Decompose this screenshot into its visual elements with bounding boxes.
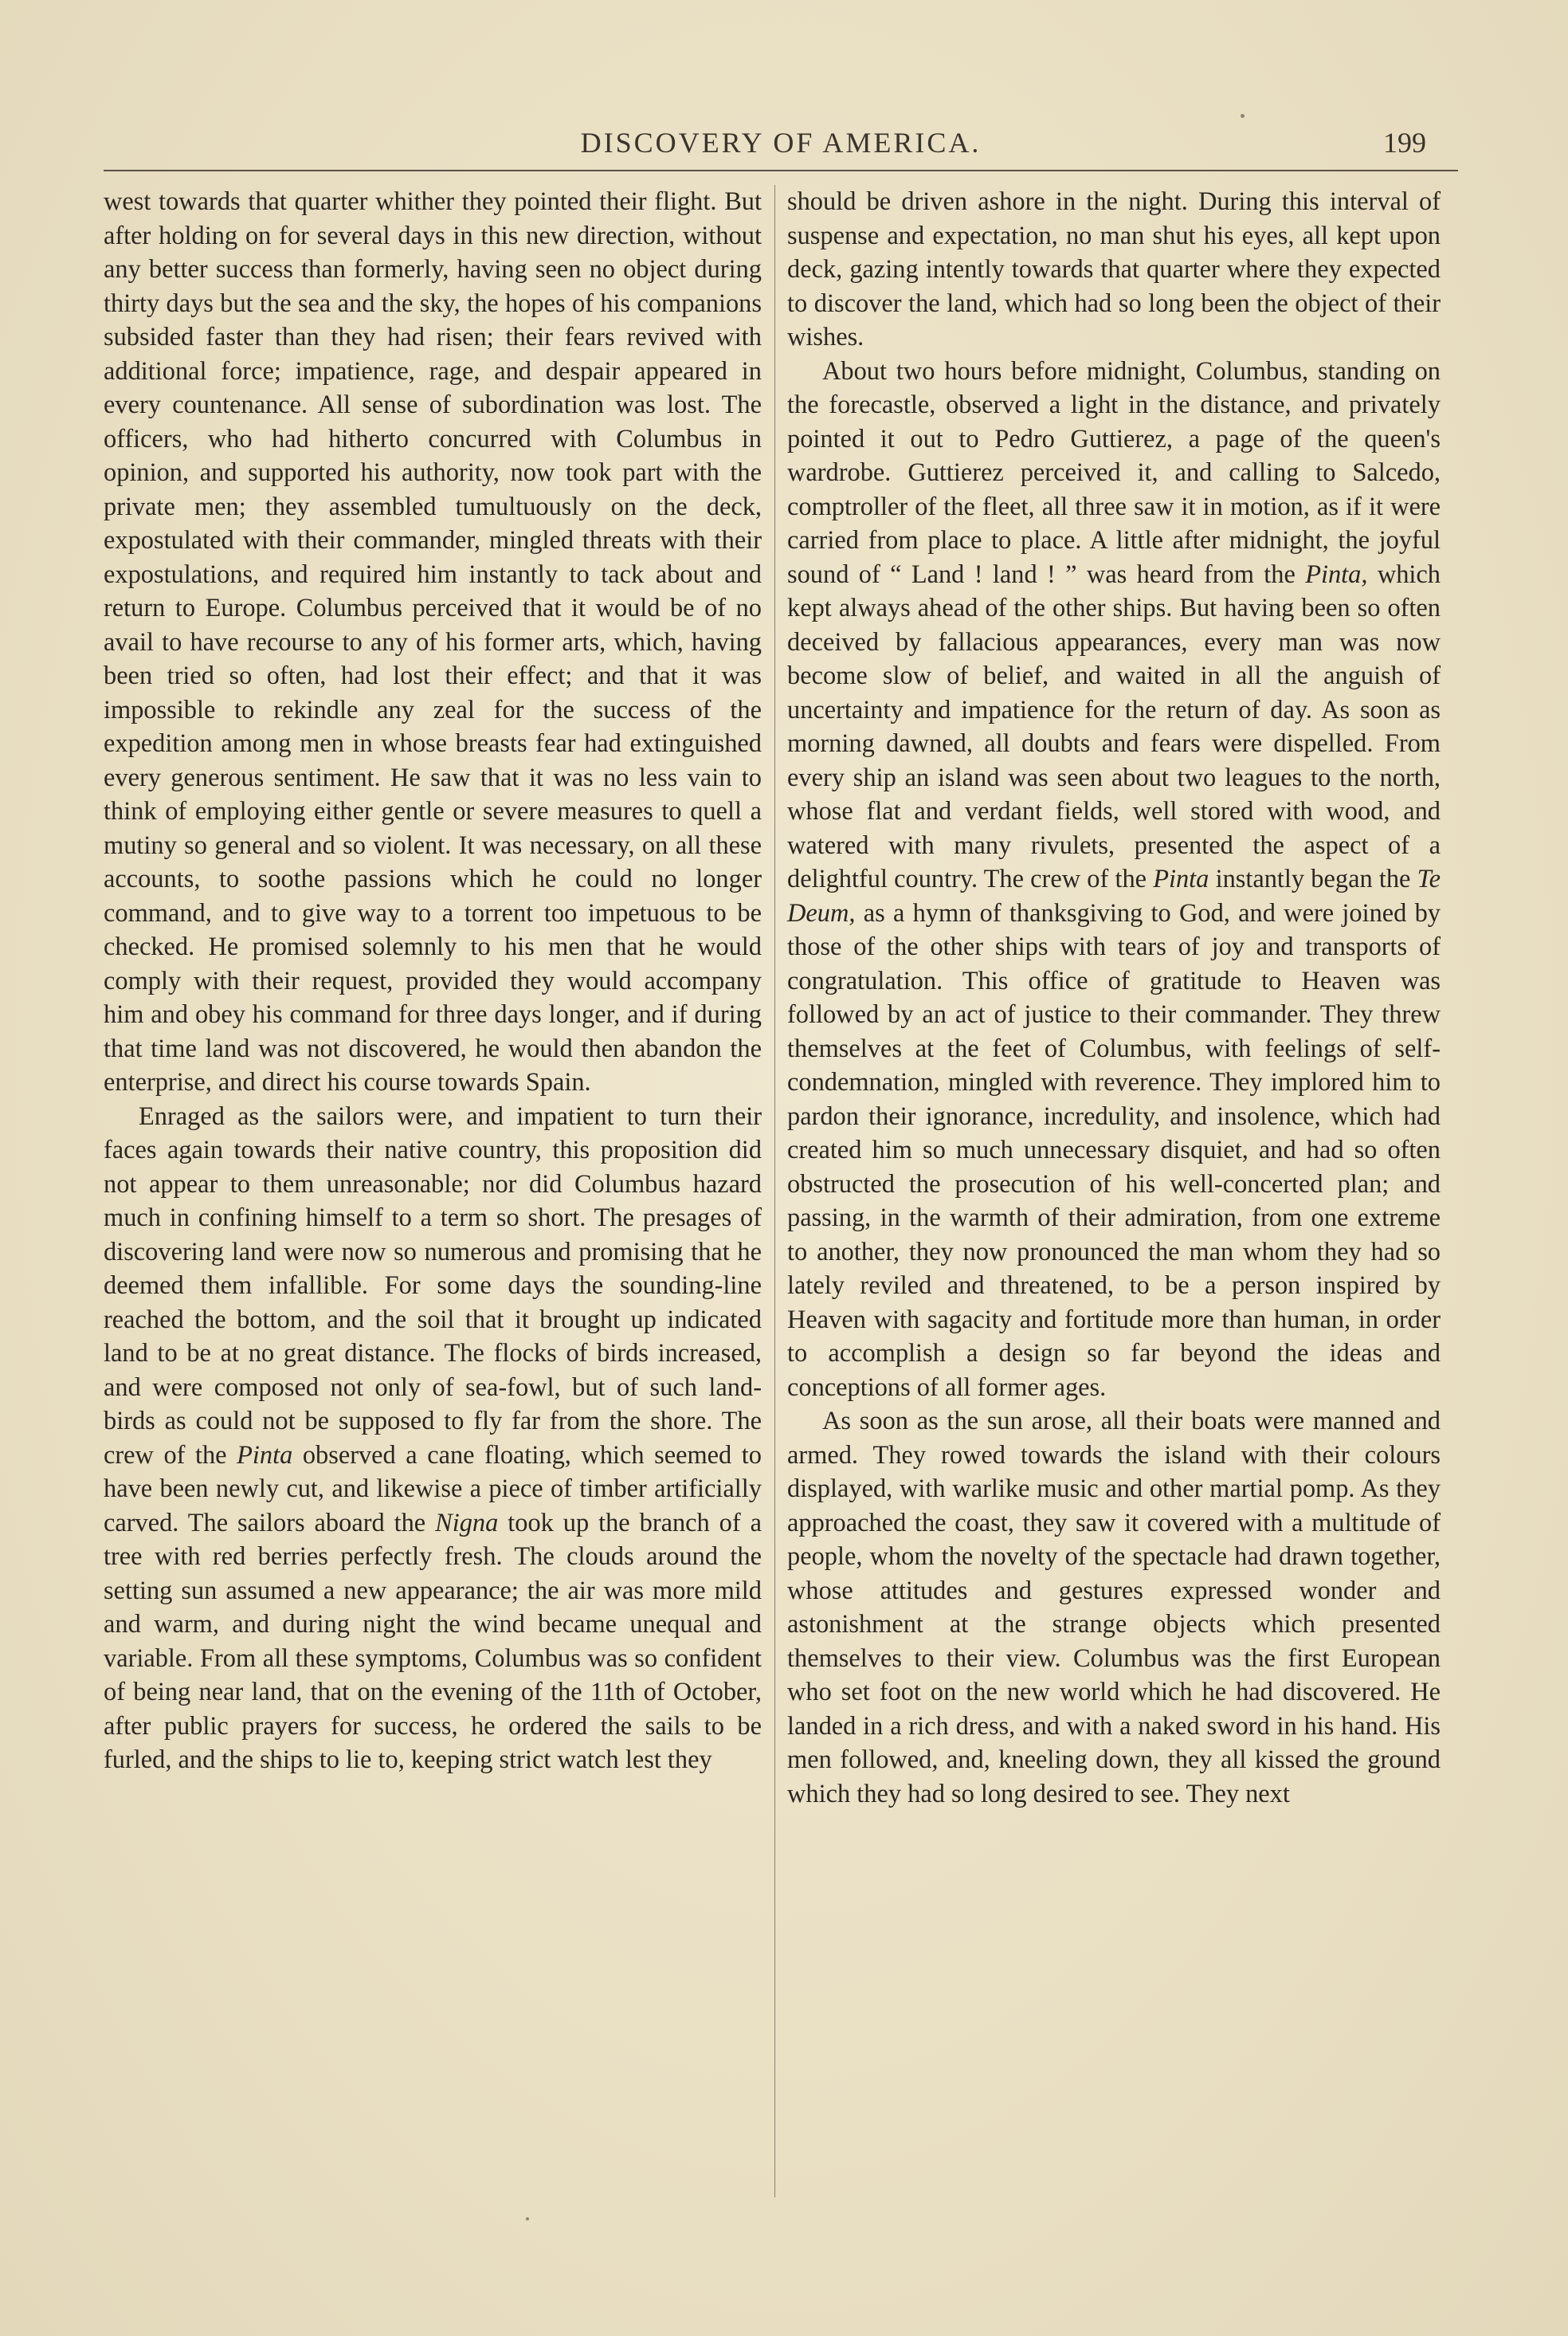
paragraph-text: should be driven ashore in the night. During this interval of suspense and expectation, no man shut his eyes, all kept upon deck, gazing intently towards that quarter where they expected to discover the land, which had so long been the object of their wishes. [787, 187, 1441, 351]
ship-name: Pinta [237, 1440, 293, 1470]
right-column [787, 185, 1441, 1811]
paper-speck [526, 2217, 529, 2220]
paragraph-text: instantly began the [1209, 865, 1417, 893]
hymn-name: Te Deum, [787, 865, 1441, 928]
paragraph [787, 185, 1441, 355]
header-rule [104, 170, 1458, 171]
page-title: DISCOVERY OF AMERICA. [580, 127, 982, 159]
paragraph-text: As soon as the sun arose, all their boats were manned and armed. They rowed towards the island with their colours displayed, with warlike music and other martial pomp. As they approached the coast, they saw it covered with a multitude of people, whom the novelty of the spectacle had drawn together, whose attitudes and gestures expressed wonder and astonishment at the strange objects which presented themselves to their view. Columbus was the first European who set foot on the new world which he had discovered. He landed in a rich dress, and with a naked sword in his hand. His men followed, and, kneeling down, they all kissed the ground which they had so long desired to see. They next [787, 1407, 1441, 1808]
ship-name: Pinta [1153, 865, 1209, 893]
paper-speck [1241, 114, 1245, 118]
running-header [104, 126, 1458, 166]
paragraph [787, 1404, 1441, 1811]
paragraph [104, 1100, 762, 1777]
paragraph-text: observed a cane floating, which seemed to have been newly cut, and likewise a piece of timber artificially carved. The sailors aboard the [104, 1440, 762, 1537]
ship-name: Nigna [435, 1508, 499, 1537]
paragraph [787, 355, 1441, 1405]
paragraph [104, 185, 762, 1100]
paragraph-text: which kept always ahead of the other ships. But having been so often deceived by fallacious appearances, every man was now become slow of belief, and waited in all the anguish of uncertainty and impatience for the return of day. As soon as morning dawned, all doubts and fears were dispelled. From every ship an island was seen about two leagues to the north, whose flat and verdant fields, well stored with wood, and watered with many rivulets, presented the aspect of a delightful country. The crew of the [787, 559, 1441, 893]
paragraph-text: as a hymn of thanksgiving to God, and were joined by those of the other ships with tears of joy and transports of congratulation. This office of gratitude to Heaven was followed by an act of justice to their commander. They threw themselves at the feet of Columbus, with feelings of self-condemnation, mingled with reverence. They implored him to pardon their ignorance, incredulity, and insolence, which had created him so much unnecessary disquiet, and had so often obstructed the prosecution of his well-concerted plan; and passing, in the warmth of their admiration, from one extreme to another, they now pronounced the man whom they had so lately reviled and threatened, to be a person inspired by Heaven with sagacity and fortitude more than human, in order to accomplish a design so far beyond the ideas and conceptions of all former ages. [787, 898, 1441, 1402]
page-number: 199 [1383, 127, 1426, 159]
ship-name: Pinta, [1305, 559, 1368, 589]
column-divider [774, 185, 775, 2197]
paragraph-text: west towards that quarter whither they pointed their flight. But after holding on for several days in this new direction, without any better success than formerly, having seen no object during thirty days but the sea and the sky, the hopes of his companions subsided faster than they had risen; their fears revived with additional force; impatience, rage, and despair appeared in every countenance. All sense of subordination was lost. The officers, who had hitherto concurred with Columbus in opinion, and supported his authority, now took part with the private men; they assembled tumultuously on the deck, expostulated with their commander, mingled threats with their expostulations, and required him instantly to tack about and return to Europe. Columbus perceived that it would be of no avail to have recourse to any of his former arts, which, having been tried so often, had lost their effect; and that it was impossible to rekindle any zeal for the success of the expedition among men in whose breasts fear had extinguished every generous sentiment. He saw that it was no less vain to think of employing either gentle or severe measures to quell a mutiny so general and so violent. It was necessary, on all these accounts, to soothe passions which he could no longer command, and to give way to a torrent too impetuous to be checked. He promised solemnly to his men that he would comply with their request, provided they would accompany him and obey his command for three days longer, and if during that time land was not discovered, he would then abandon the enterprise, and direct his course towards Spain. [104, 187, 762, 1097]
paragraph-text: took up the branch of a tree with red berries perfectly fresh. The clouds around the setting sun assumed a new appearance; the air was more mild and warm, and during night the wind became unequal and variable. From all these symptoms, Columbus was so confident of being near land, that on the evening of the 11th of October, after public prayers for success, he ordered the sails to be furled, and the ships to lie to, keeping strict watch lest they [104, 1508, 762, 1774]
paragraph-text: About two hours before midnight, Columbus, standing on the forecastle, observed a light in the distance, and privately pointed it out to Pedro Guttierez, a page of the queen's wardrobe. Guttierez perceived it, and calling to Salcedo, comptroller of the fleet, all three saw it in motion, as if it were carried from place to place. A little after midnight, the joyful sound of “ Land ! land ! ” was heard from the [787, 356, 1441, 589]
left-column [104, 185, 762, 1777]
paragraph-text: Enraged as the sailors were, and impatient to turn their faces again towards their native country, this proposition did not appear to them unreasonable; nor did Columbus hazard much in confining himself to a term so short. The presages of discovering land were now so numerous and promising that he deemed them infallible. For some days the sounding-line reached the bottom, and the soil that it brought up indicated land to be at no great distance. The flocks of birds increased, and were composed not only of sea-fowl, but of such land-birds as could not be supposed to fly far from the shore. The crew of the [104, 1101, 762, 1470]
